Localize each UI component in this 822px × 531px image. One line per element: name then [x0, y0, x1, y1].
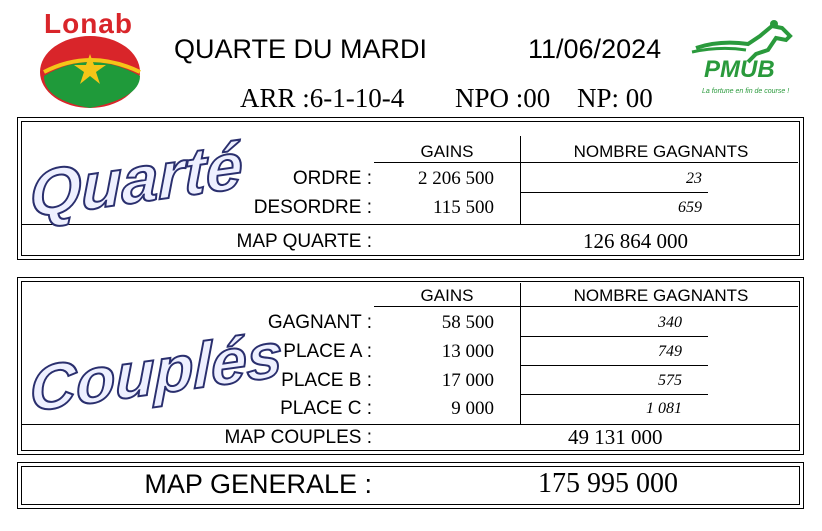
lonab-logo-text: Lonab [44, 8, 133, 39]
couples-row-gagnants: 340 [658, 314, 682, 331]
pmub-tagline: La fortune en fin de course ! [702, 88, 790, 95]
quarte-row-gains: 2 206 500 [418, 168, 494, 189]
npo: NPO :00 [455, 83, 551, 113]
quarte-row-gagnants: 659 [678, 199, 702, 216]
quarte-section-title [26, 122, 243, 233]
quarte-row-label: ORDRE : [292, 168, 372, 189]
map-generale-value: 175 995 000 [538, 468, 678, 499]
couples-row-gagnants: 1 081 [646, 400, 682, 417]
map-quarte-value: 126 864 000 [583, 229, 688, 253]
couples-col-gains: GAINS [420, 286, 474, 305]
quarte-row-gagnants: 23 [686, 170, 702, 187]
couples-row-gains: 17 000 [441, 370, 494, 391]
couples-section-title [26, 304, 283, 426]
couples-row-label: PLACE B : [281, 370, 372, 391]
couples-row-gagnants: 575 [658, 372, 682, 389]
couples-row-gagnants: 749 [658, 343, 682, 360]
pmub-logo [690, 18, 800, 102]
map-generale-label: MAP GENERALE : [144, 469, 372, 499]
lonab-logo [36, 8, 148, 110]
map-couples-label: MAP COUPLES : [224, 427, 372, 448]
couples-col-gagnants: NOMBRE GAGNANTS [573, 286, 749, 305]
couples-row-label: PLACE A : [283, 341, 372, 362]
quarte-col-gains: GAINS [420, 142, 474, 161]
couples-row-gains: 13 000 [441, 341, 494, 362]
quarte-row-label: DESORDRE : [253, 197, 372, 218]
race-date: 11/06/2024 [528, 34, 662, 64]
quarte-title-text: Quarté [30, 128, 243, 233]
pmub-logo-text: PMUB [704, 56, 775, 83]
arrivee: ARR :6-1-10-4 [240, 83, 405, 113]
couples-row-label: GAGNANT : [267, 312, 372, 333]
quarte-row-gains: 115 500 [432, 197, 494, 218]
map-couples-value: 49 131 000 [568, 425, 663, 449]
np: NP: 00 [577, 83, 653, 113]
page-title: QUARTE DU MARDI [174, 34, 428, 64]
couples-row-gains: 58 500 [441, 312, 494, 333]
couples-row-gains: 9 000 [451, 398, 494, 419]
quarte-col-gagnants: NOMBRE GAGNANTS [573, 142, 749, 161]
map-quarte-label: MAP QUARTE : [236, 231, 372, 252]
couples-row-label: PLACE C : [280, 398, 372, 419]
couples-title-text: Couplés [30, 318, 283, 426]
